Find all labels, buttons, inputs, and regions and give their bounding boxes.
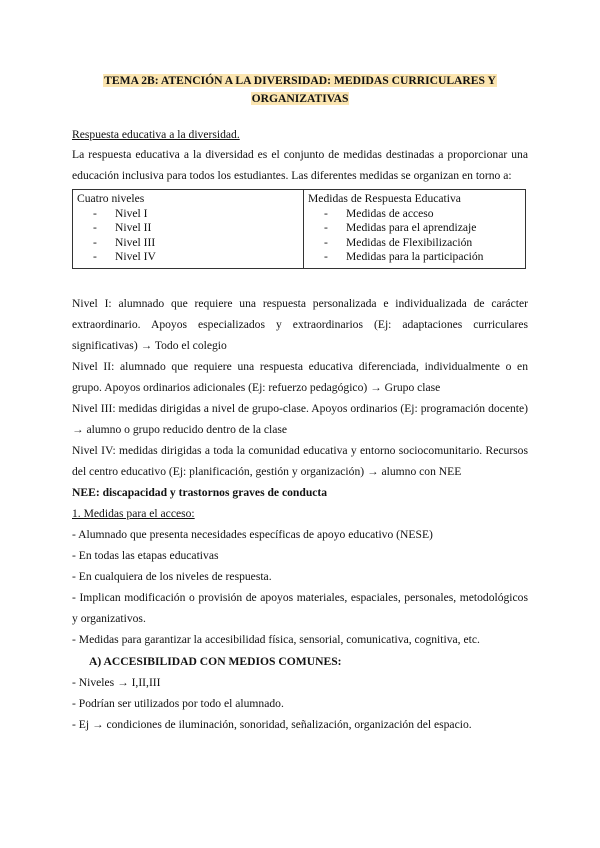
section-a-title: A) ACCESIBILIDAD CON MEDIOS COMUNES:: [89, 654, 342, 668]
measure-item: - Medidas para la participación: [324, 250, 484, 263]
section-1-item: - En todas las etapas educativas: [72, 548, 219, 562]
level-item: - Nivel IV: [93, 250, 156, 263]
level-item: - Nivel II: [93, 221, 152, 234]
title-line-1: TEMA 2B: ATENCIÓN A LA DIVERSIDAD: MEDIDAS CURRICULARES Y: [104, 74, 496, 87]
nee-note: NEE: discapacidad y trastornos graves de conducta: [72, 485, 328, 499]
measures-header: Medidas de Respuesta Educativa: [308, 192, 461, 205]
levels-header: Cuatro niveles: [77, 192, 145, 205]
levels-table: [72, 189, 526, 269]
measure-item: - Medidas para el aprendizaje: [324, 221, 477, 234]
level-4-paragraph: Nivel IV: medidas dirigidas a toda la comunidad educativa y entorno sociocomunitario. Recursos del centro educativo (Ej: planificación, gestión y organización) → alumno con NEE: [72, 443, 528, 478]
intro-paragraph: La respuesta educativa a la diversidad es el conjunto de medidas destinadas a proporcionar una educación inclusiva para todos los estudiantes. Las diferentes medidas se organizan en torno a:: [72, 148, 528, 182]
document-page: [72, 0, 528, 735]
section-a-item: - Podrían ser utilizados por todo el alumnado.: [72, 696, 284, 710]
title-line-2: ORGANIZATIVAS: [251, 92, 349, 105]
levels-column: [73, 190, 304, 269]
level-1-paragraph: Nivel I: alumnado que requiere una respuesta personalizada e individualizada de carácter extraordinario. Apoyos especializados y extraordinarios (Ej: adaptaciones curriculares significativas) → Todo el colegio: [72, 296, 528, 352]
level-2-paragraph: Nivel II: alumnado que requiere una respuesta educativa diferenciada, individualmente o en grupo. Apoyos ordinarios adicionales (Ej: refuerzo pedagógico) → Grupo clase: [72, 359, 528, 394]
level-item: - Nivel I: [93, 206, 148, 220]
document-title: [72, 72, 528, 108]
section-1-item: - En cualquiera de los niveles de respuesta.: [72, 569, 272, 583]
section-1-item: - Medidas para garantizar la accesibilidad física, sensorial, comunicativa, cognitiva, etc.: [72, 632, 480, 646]
level-3-paragraph: Nivel III: medidas dirigidas a nivel de grupo-clase. Apoyos ordinarios (Ej: programación docente) → alumno o grupo reducido dentro de la clase: [72, 401, 528, 436]
section-a-item: - Ej → condiciones de iluminación, sonoridad, señalización, organización del espacio.: [72, 717, 472, 731]
section-1-title: 1. Medidas para el acceso:: [72, 506, 195, 520]
section-1-item: - Alumnado que presenta necesidades específicas de apoyo educativo (NESE): [72, 527, 433, 541]
section-1-item: - Implican modificación o provisión de apoyos materiales, espaciales, personales, metodológicos y organizativos.: [72, 590, 528, 625]
measure-item: - Medidas de Flexibilización: [324, 235, 473, 249]
subheading: Respuesta educativa a la diversidad.: [72, 128, 240, 141]
level-item: - Nivel III: [93, 235, 156, 249]
measure-item: - Medidas de acceso: [324, 206, 434, 220]
section-a-item: - Niveles → I,II,III: [72, 675, 161, 689]
measures-column: [304, 190, 526, 269]
